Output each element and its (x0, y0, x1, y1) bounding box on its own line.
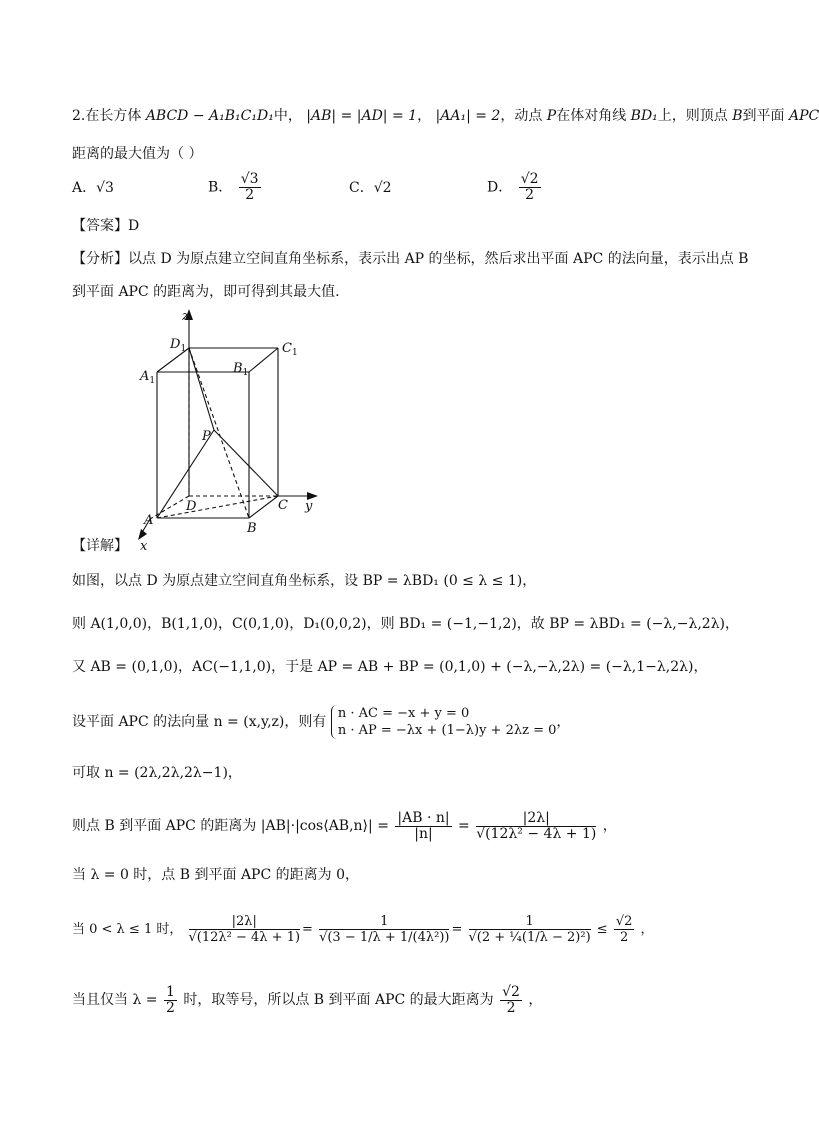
detail-line3: 又 AB = (0,1,0)，AC(−1,1,0)，于是 AP = AB + BP = (0,1,0) + (−λ,−λ,2λ) = (−λ,1−λ,2λ)， (72, 659, 708, 675)
label-a: A (144, 513, 154, 528)
condition-aa1: |AA₁| = 2 (435, 108, 501, 124)
label-y: y (305, 499, 313, 514)
cuboid-name: ABCD − A₁B₁C₁D₁ (145, 108, 274, 124)
detail-line5: 可取 n = (2λ,2λ,2λ−1)， (72, 765, 242, 781)
equation-system: n · AC = −x + y = 0 n · AP = −λx + (1−λ)y + 2λz = 0 (331, 705, 557, 739)
label-c: C (278, 498, 288, 513)
detail-line4: 设平面 APC 的法向量 n = (x,y,z)，则有 n · AC = −x + y = 0 n · AP = −λx + (1−λ)y + 2λz = 0 ， (72, 706, 571, 738)
detail-line9: 当且仅当 λ = $\frac{1}{2}$ 时，取等号，所以点 B 到平面 APC 的最大距离为 $\frac{√2}{2}$ ， (72, 983, 543, 1016)
label-d: D (186, 499, 197, 514)
detail-tag: 【详解】 (72, 538, 128, 554)
condition-ab-ad: |AB| = |AD| = 1 (306, 108, 418, 124)
answer: 【答案】D (72, 218, 140, 234)
question-stem-line2: 距离的最大值为（ ） (72, 146, 203, 162)
label-b1: $B_1$ (233, 361, 249, 378)
option-d[interactable]: D． $\frac{√2}{2}$ (487, 171, 539, 203)
detail-line1: 如图，以点 D 为原点建立空间直角坐标系，设 BP = λBD₁ (0 ≤ λ ≤ 1)， (72, 573, 537, 589)
cuboid-figure (130, 306, 330, 556)
detail-line2: 则 A(1,0,0)，B(1,1,0)，C(0,1,0)，D₁(0,0,2)，则 BD₁ = (−1,−1,2)，故 BP = λBD₁ = (−λ,−λ,2λ)， (72, 616, 740, 632)
label-b: B (247, 521, 257, 536)
question-stem-line1: 2.在长方体 ABCD − A₁B₁C₁D₁中， |AB| = |AD| = 1， |AA₁| = 2，动点 P在体对角线 BD₁上，则顶点 B到平面 APC (72, 108, 819, 124)
detail-line6: 则点 B 到平面 APC 的距离为 |AB|·|cos⟨AB,n⟩| = $\frac{|AB \cdot n|}{|n|}$ = $\frac{|2\lambda|}{\text{√(12λ² − 4λ + 1)}}$ ， (72, 809, 617, 842)
option-b[interactable]: B． $\frac{√3}{2}$ (208, 171, 259, 203)
label-x: x (140, 539, 148, 554)
option-c[interactable]: C．√2 (349, 180, 392, 196)
label-a1: $A_1$ (140, 369, 156, 386)
answer-value: D (128, 218, 140, 234)
analysis-line1: 【分析】以点 D 为原点建立空间直角坐标系，表示出 AP 的坐标，然后求出平面 APC 的法向量，表示出点 B (72, 251, 749, 267)
label-z: z (182, 309, 189, 324)
label-p: P (202, 429, 211, 444)
label-d1: $D_1$ (170, 337, 187, 354)
analysis-line2: 到平面 APC 的距离为，即可得到其最大值. (72, 284, 340, 300)
detail-line8: 当 0 < λ ≤ 1 时， $\frac{|2\lambda|}{\text{√(12λ² − 4λ + 1)}}$ = $\frac{1}{\text{√(3 − 1/λ + 1/(4λ²))}}$ = $\frac{1}{\text{√(2 + ¼(1/λ − 2)²)}}$ ≤ $\frac{√2}{2}$ ， (72, 914, 654, 945)
option-a[interactable]: A．√3 (72, 180, 114, 196)
detail-line7: 当 λ = 0 时，点 B 到平面 APC 的距离为 0， (72, 867, 359, 883)
label-c1: $C_1$ (282, 341, 298, 358)
